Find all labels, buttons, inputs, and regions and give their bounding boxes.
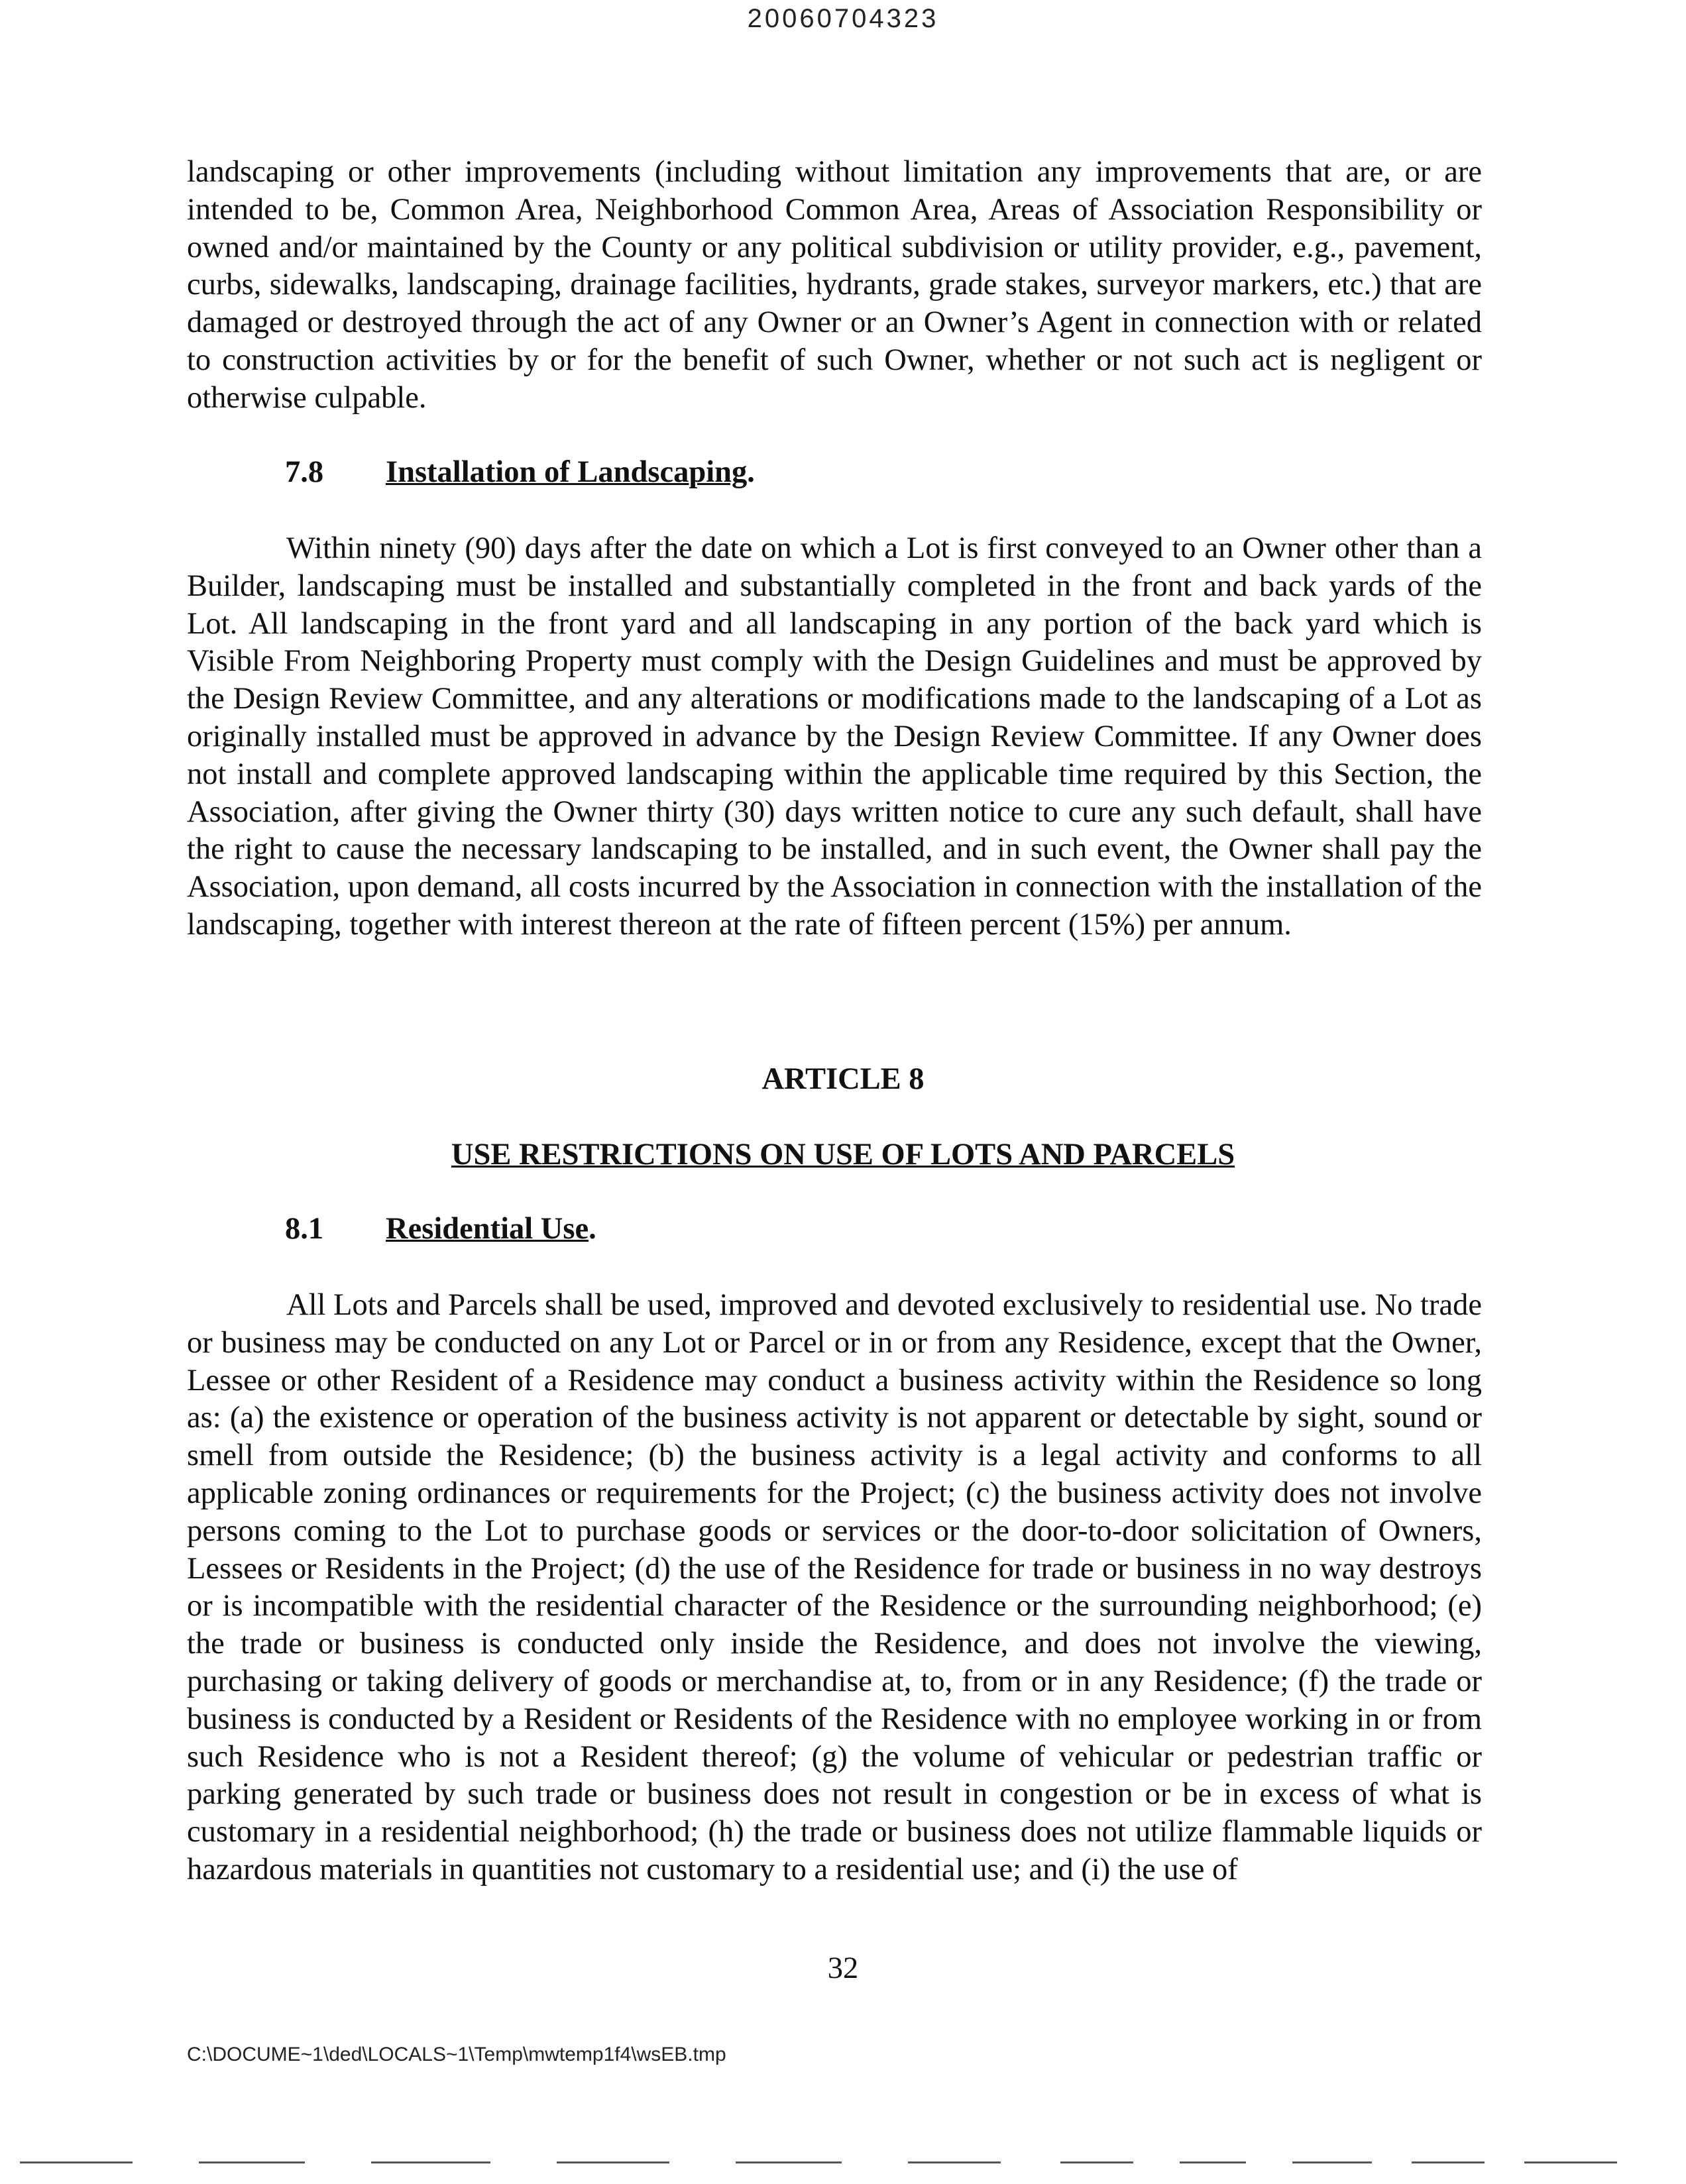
section-title-period: . [747, 455, 755, 489]
article-title-text: USE RESTRICTIONS ON USE OF LOTS AND PARCELS [451, 1138, 1235, 1172]
section-title-period: . [589, 1212, 596, 1246]
section-7-8-paragraph: Within ninety (90) days after the date on which a Lot is first conveyed to an Owner other than a Builder, landscaping must be installed and substantially completed in the front and back yards of the Lot. All landscaping in the front yard and all landscaping in any portion of the back yard which is Visible From Neighboring Property must comply with the Design Guidelines and must be approved by the Design Review Committee, and any alterations or modifications made to the landscaping of a Lot as originally installed must be approved in advance by the Design Review Committee. If any Owner does not install and complete approved landscaping within the applicable time required by this Section, the Association, after giving the Owner thirty (30) days written notice to cure any such default, shall have the right to cause the necessary landscaping to be installed, and in such event, the Owner shall pay the Association, upon demand, all costs incurred by the Association in connection with the installation of the landscaping, together with interest thereon at the rate of fifteen percent (15%) per annum. [187, 531, 1482, 942]
section-title: Installation of Landscaping [386, 455, 748, 489]
article-heading: ARTICLE 8 [761, 1062, 925, 1096]
article-title [0, 1137, 1686, 1172]
document-number: 20060704323 [747, 4, 939, 33]
scan-edge-artifacts [0, 2161, 1686, 2168]
section-number: 7.8 [285, 455, 324, 489]
file-path: C:\DOCUME~1\ded\LOCALS~1\Temp\mwtemp1f4\wsEB.tmp [187, 2044, 726, 2065]
section-title: Residential Use [386, 1212, 589, 1246]
section-number: 8.1 [285, 1212, 324, 1246]
section-8-1-heading [285, 1211, 596, 1246]
section-7-8-heading [285, 455, 755, 490]
page-number: 32 [827, 1951, 859, 1985]
section-8-1-paragraph: All Lots and Parcels shall be used, improved and devoted exclusively to residential use. No trade or business may be conducted on any Lot or Parcel or in or from any Residence, except that the Owner, Lessee or other Resident of a Residence may conduct a business activity within the Residence so long as: (a) the existence or operation of the business activity is not apparent or detectable by sight, sound or smell from outside the Residence; (b) the business activity is a legal activity and conforms to all applicable zoning ordinances or requirements for the Project; (c) the business activity does not involve persons coming to the Lot to purchase goods or services or the door-to-door solicitation of Owners, Lessees or Residents in the Project; (d) the use of the Residence for trade or business in no way destroys or is incompatible with the residential character of the Residence or the surrounding neighborhood; (e) the trade or business is conducted only inside the Residence, and does not involve the viewing, purchasing or taking delivery of goods or merchandise at, to, from or in any Residence; (f) the trade or business is conducted by a Resident or Residents of the Residence with no employee working in or from such Residence who is not a Resident thereof; (g) the volume of vehicular or pedestrian traffic or parking generated by such trade or business does not result in congestion or be in excess of what is customary in a residential neighborhood; (h) the trade or business does not utilize flammable liquids or hazardous materials in quantities not customary to a residential use; and (i) the use of [187, 1288, 1482, 1886]
continuation-paragraph: landscaping or other improvements (including without limitation any improvements that are, or are intended to be, Common Area, Neighborhood Common Area, Areas of Association Responsibility or owned and/or maintained by the County or any political subdivision or utility provider, e.g., pavement, curbs, sidewalks, landscaping, drainage facilities, hydrants, grade stakes, surveyor markers, etc.) that are damaged or destroyed through the act of any Owner or an Owner’s Agent in connection with or related to construction activities by or for the benefit of such Owner, whether or not such act is negligent or otherwise culpable. [187, 155, 1482, 415]
